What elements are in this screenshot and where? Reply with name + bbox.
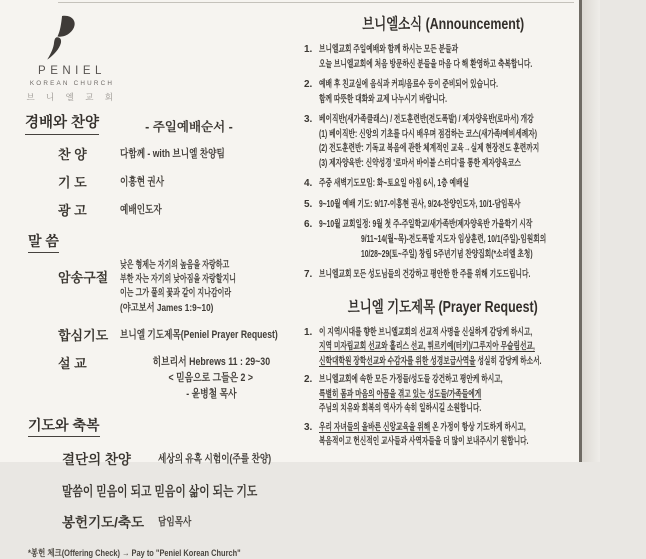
verse-reference: (야고보서 James 1:9~10): [120, 302, 214, 314]
item-line: 브니엘교회 모든 성도님들의 건강하고 평안한 한 주를 위해 기도드립니다.: [319, 269, 531, 281]
verse-line: 부한 자는 자기의 낮아짐을 자랑할지니: [120, 274, 237, 286]
prayer-line-rest: 성실히 감당케 하소서.: [475, 355, 542, 367]
offering-check-text: *봉헌 체크(Offering Check) → Pay to "Peniel Korean Church": [28, 547, 241, 558]
announcement-item-2: [304, 78, 582, 107]
order-label-announcement: 광 고: [58, 203, 87, 218]
item-line: (3) 제자양육반: 신약성경 '로마서 바이블 스터디'를 통한 제자양육코스: [319, 157, 521, 169]
order-value-offering: 담임목사: [158, 515, 192, 528]
item-line: 브니엘교회 주일예배와 함께 하시는 모든 분들과: [319, 44, 459, 55]
prayer-line: 브니엘교회에 속한 모든 가정들/성도들 강건하고 평안케 하시고,: [319, 374, 503, 386]
worship-order-column: [20, 12, 302, 559]
item-number: 7.: [304, 269, 313, 281]
scan-edge-top: [58, 2, 574, 3]
offering-check-footnote: [28, 545, 302, 559]
section-title-blessing: 기도와 축복: [28, 415, 100, 437]
order-label-memorize: 암송구절: [58, 270, 109, 285]
item-number: 1.: [304, 44, 313, 55]
order-value-prayer: 이흥현 권사: [120, 176, 165, 188]
worship-order-title: - 주일예배순서 -: [145, 120, 233, 134]
prayer-request-title-text: 브니엘 기도제목 (Prayer Request): [347, 298, 538, 316]
prayer-line: 주님의 치유와 회복의 역사가 속히 일하시길 소원합니다.: [319, 403, 482, 415]
item-line: 주중 새벽기도모임: 화~토요일 아침 6시, 1층 예배실: [319, 178, 469, 190]
item-line: (2) 전도훈련반: 기독교 복음에 관한 체계적인 교육→실제 현장전도 훈련까지: [319, 143, 540, 155]
item-line: 베이직반(새가족클래스) / 전도훈련반(전도폭발) / 제자양육반(로마서) 개강: [319, 114, 534, 126]
word-to-faith-text: 말씀이 믿음이 되고 믿음이 삶이 되는 기도: [62, 483, 258, 499]
sermon-title: < 믿음으로 그들은 2 >: [168, 371, 254, 384]
prayer-line-underlined: 특별히 몸과 마음의 아픔을 겪고 있는 성도들/가족들에게: [319, 388, 482, 400]
sermon-details: [120, 353, 302, 403]
item-line: 9~10월 교회일정: 9월 첫 주-주일학교/새가족반/제자양육반 가을학기 시작: [319, 219, 533, 231]
item-number: 3.: [304, 421, 313, 433]
item-line: 9~10월 예배 기도: 9/17-이흥현 권사, 9/24-찬양인도자, 10/1-담임목사: [319, 198, 521, 210]
church-name-korean: 브 니 엘 교 회: [26, 92, 118, 102]
item-line: 함께 따뜻한 대화와 교제 나누시기 바랍니다.: [319, 93, 447, 105]
prayer-line: 이 지역/시대를 향한 브니엘교회의 선교적 사명을 신실하게 감당케 하시고,: [319, 326, 533, 338]
item-number: 3.: [304, 114, 313, 126]
announcement-title: [304, 12, 582, 34]
verse-line: 이는 그가 풀의 꽃과 같이 지나감이라: [120, 288, 232, 300]
order-row-announcement: [20, 200, 302, 219]
announcement-item-3: [304, 113, 582, 171]
announcements-column: [304, 12, 582, 454]
prayer-line: [319, 355, 542, 370]
item-number: 6.: [304, 219, 313, 231]
order-label-prayer: 기 도: [58, 175, 87, 190]
peniel-logo-icon: [40, 12, 78, 64]
item-number: 4.: [304, 178, 313, 190]
word-to-faith-line: [62, 480, 302, 500]
church-name: PENIEL: [38, 65, 106, 77]
item-line: 10/28~29(토~주일) 창립 5주년기념 찬양집회(*소리엘 초청): [361, 248, 533, 260]
prayer-line-underlined-part: 신학대학원 장학선교와 수감자를 위한 성경보급사역을: [319, 355, 476, 367]
order-label-offering: 봉헌기도/축도: [62, 514, 144, 530]
church-logo: [24, 12, 120, 103]
order-value-joint-prayer: 브니엘 기도제목(Peniel Prayer Request): [120, 328, 278, 341]
order-label-decision: 결단의 찬양: [62, 451, 131, 467]
item-number: 2.: [304, 374, 313, 386]
announcement-item-1: [304, 43, 582, 72]
prayer-item-2: [304, 373, 582, 417]
item-line: 오늘 브니엘교회에 처음 방문하신 분들을 마음 다 해 환영하고 축복합니다.: [319, 58, 533, 70]
section-title-praise: 경배와 찬양: [25, 111, 99, 135]
order-value-announcement: 예배인도자: [120, 204, 162, 216]
prayer-line-underlined-part: 우리 자녀들의 올바른 신앙교육을 위해: [319, 421, 431, 433]
item-number: 1.: [304, 326, 313, 338]
order-label-sermon: 설 교: [58, 355, 87, 371]
prayer-item-1: [304, 326, 582, 370]
scan-edge-right-background: [582, 0, 600, 462]
church-name-subtitle: KOREAN CHURCH: [29, 80, 115, 87]
order-row-sermon: [20, 353, 302, 403]
memorize-verse-text: [120, 257, 291, 316]
order-row-memorize-verse: [20, 257, 302, 316]
order-label-praise: 찬 양: [58, 147, 87, 162]
section-title-word: 말 씀: [28, 231, 59, 253]
order-value-decision: 세상의 유혹 시험이(주를 찬양): [158, 452, 272, 465]
order-row-prayer: [20, 172, 302, 191]
prayer-line: [319, 421, 526, 436]
prayer-request-title: [304, 295, 582, 317]
announcement-item-4: [304, 177, 582, 192]
sermon-preacher: - 윤병철 목사: [185, 387, 237, 400]
prayer-line-rest: 온 가정이 항상 기도하게 하시고,: [430, 421, 526, 433]
sermon-scripture: 히브리서 Hebrews 11 : 29~30: [152, 355, 270, 368]
order-row-offering: [20, 511, 302, 531]
order-row-decision-praise: [20, 448, 302, 468]
announcement-item-7: [304, 268, 582, 283]
prayer-request-section: [304, 295, 582, 450]
prayer-item-3: [304, 421, 582, 450]
announcement-item-5: [304, 198, 582, 213]
order-row-joint-prayer: [20, 325, 302, 344]
order-label-joint-prayer: 합심기도: [58, 327, 109, 343]
order-value-praise: 다함께 - with 브니엘 찬양팀: [120, 148, 225, 160]
announcement-item-6: [304, 218, 582, 262]
prayer-line-underlined: 지역 미자립교회 선교와 홀리스 선교, 튀르키예(터키)/그루지아 무슬림선교,: [319, 341, 535, 353]
item-line: 예배 후 친교실에 음식과 커피/음료수 등이 준비되어 있습니다.: [319, 79, 498, 91]
item-number: 2.: [304, 79, 313, 91]
verse-line: 낮은 형제는 자기의 높음을 자랑하고: [120, 260, 230, 271]
item-line: 9/11~14(월~목)-전도폭발 지도자 임상훈련, 10/1(주일)-임원회의: [361, 234, 547, 246]
item-line: (1) 베이직반: 신앙의 기초를 다시 배우며 점검하는 코스(새가족/예비세례자): [319, 128, 537, 140]
order-row-praise: [20, 144, 302, 163]
item-number: 5.: [304, 198, 313, 210]
worship-order-header: [20, 111, 302, 135]
announcement-title-text: 브니엘소식 (Announcement): [362, 16, 524, 33]
prayer-line: 복음적이고 헌신적인 교사들과 사역자들을 더 많이 보내주시기 원합니다.: [319, 436, 529, 448]
